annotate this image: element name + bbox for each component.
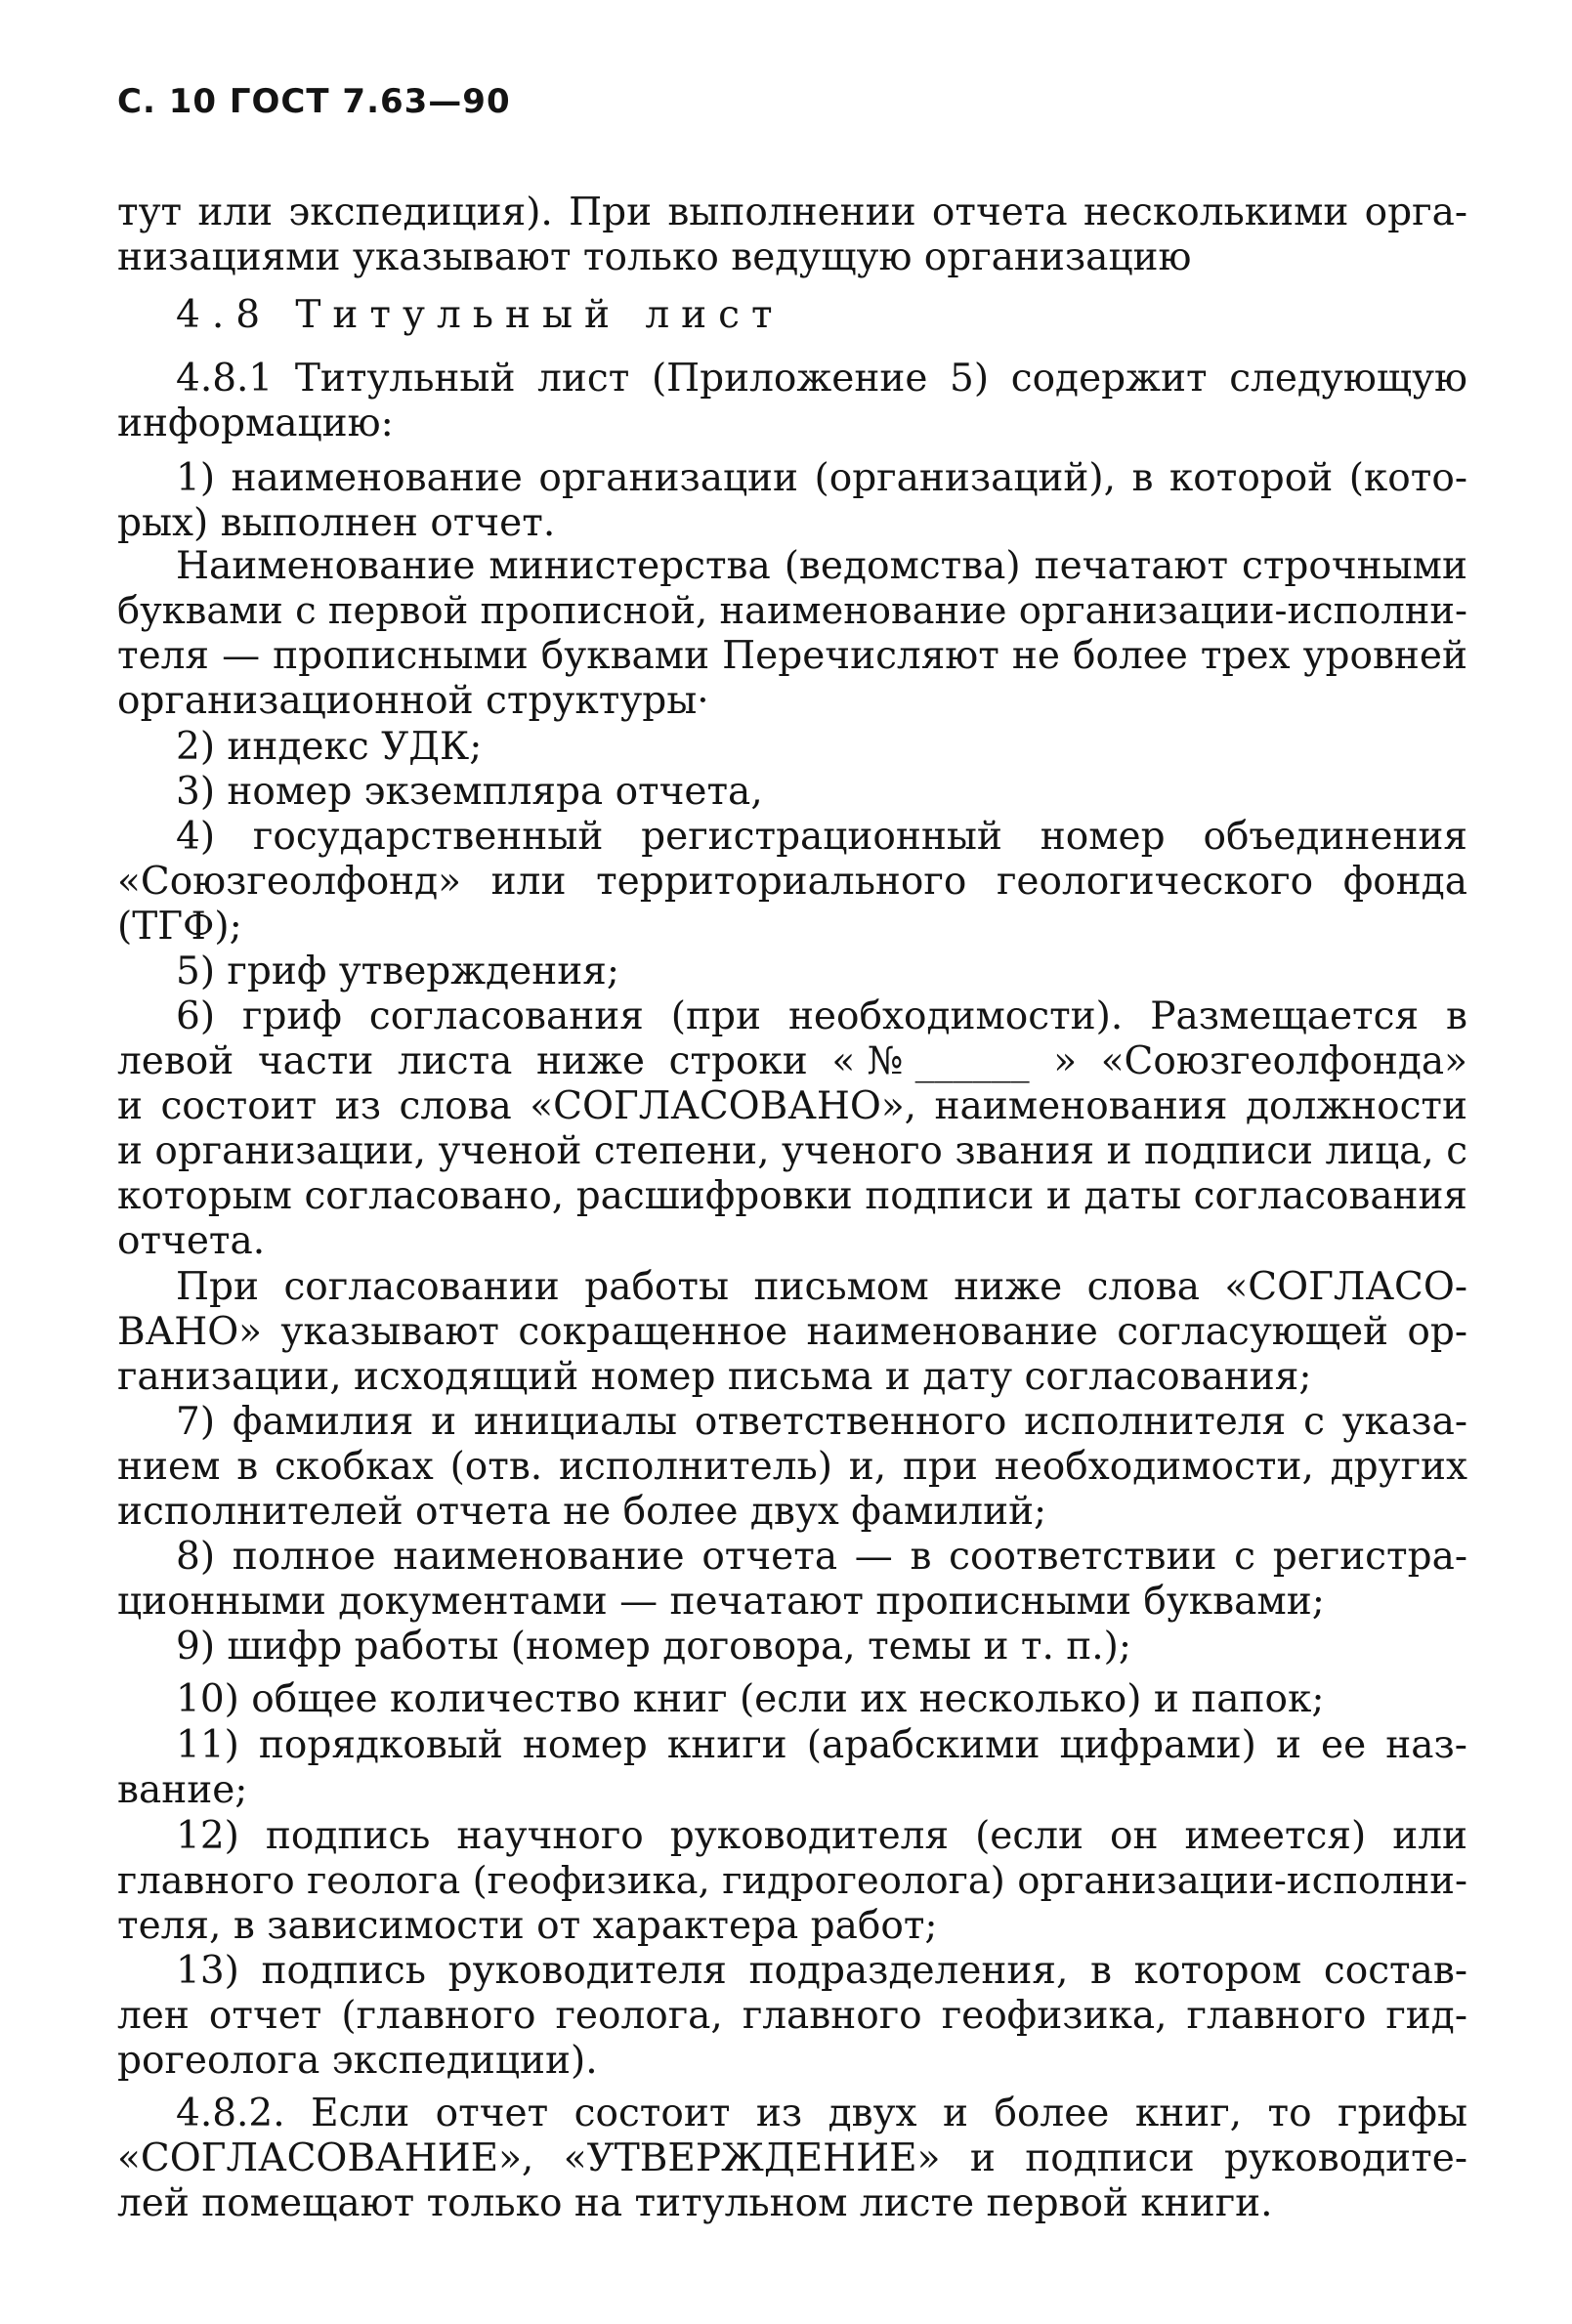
list-item-line: 9) шифр работы (номер договора, темы и т. п.); bbox=[176, 1625, 1132, 1669]
text-line: и состоит из слова «СОГЛАСОВАНО», наименования должности bbox=[117, 1084, 1467, 1128]
text-line: 4.8.1 Титульный лист (Приложение 5) содержит следующую bbox=[176, 357, 1467, 401]
list-item-line: 8) полное наименование отчета — в соответствии с регистра- bbox=[176, 1535, 1467, 1579]
text-line: отчета. bbox=[117, 1219, 266, 1263]
list-item-line: 2) индекс УДК; bbox=[176, 725, 483, 769]
text-line: ганизации, исходящий номер письма и дату согласования; bbox=[117, 1355, 1312, 1399]
text-line: теля, в зависимости от характера работ; bbox=[117, 1904, 938, 1948]
text-line: левой части листа ниже строки «№______ » «Союзгеолфонда» bbox=[117, 1039, 1467, 1083]
text-line: тут или экспедиция). При выполнении отчета несколькими орга- bbox=[117, 190, 1467, 234]
list-item-line: 3) номер экземпляра отчета, bbox=[176, 770, 763, 814]
list-item-line: 1) наименование организации (организаций), в которой (кото- bbox=[176, 456, 1467, 500]
running-head: С. 10 ГОСТ 7.63—90 bbox=[117, 82, 511, 121]
text-line: рогеолога экспедиции). bbox=[117, 2039, 598, 2083]
list-item-line: 7) фамилия и инициалы ответственного исполнителя с указа- bbox=[176, 1400, 1467, 1444]
text-line: (ТГФ); bbox=[117, 905, 242, 949]
text-line: главного геолога (геофизика, гидрогеолога) организации-исполни- bbox=[117, 1859, 1467, 1903]
list-item-line: 10) общее количество книг (если их несколько) и папок; bbox=[176, 1677, 1325, 1721]
text-line: При согласовании работы письмом ниже слова «СОГЛАСО- bbox=[176, 1265, 1467, 1309]
list-item-line: 12) подпись научного руководителя (если он имеется) или bbox=[176, 1814, 1467, 1858]
text-line: «Союзгеолфонд» или территориального геологического фонда bbox=[117, 860, 1467, 904]
text-line: буквами с первой прописной, наименование организации-исполни- bbox=[117, 589, 1467, 633]
text-line: исполнителей отчета не более двух фамилий; bbox=[117, 1490, 1047, 1534]
text-line: которым согласовано, расшифровки подписи и даты согласования bbox=[117, 1174, 1467, 1218]
text-line: низациями указывают только ведущую организацию bbox=[117, 235, 1192, 279]
list-item-line: 5) гриф утверждения; bbox=[176, 950, 619, 993]
text-line: вание; bbox=[117, 1768, 248, 1812]
text-line: ционными документами — печатают прописными буквами; bbox=[117, 1580, 1325, 1624]
text-line: ВАНО» указывают сокращенное наименование согласующей ор- bbox=[117, 1310, 1467, 1354]
text-line: 4.8.2. Если отчет состоит из двух и более книг, то грифы bbox=[176, 2092, 1467, 2135]
text-line: «СОГЛАСОВАНИЕ», «УТВЕРЖДЕНИЕ» и подписи руководите- bbox=[117, 2136, 1467, 2180]
list-item-line: 6) гриф согласования (при необходимости). Размещается в bbox=[176, 994, 1467, 1038]
list-item-line: 4) государственный регистрационный номер объединения bbox=[176, 815, 1467, 859]
text-line: нием в скобках (отв. исполнитель) и, при необходимости, других bbox=[117, 1445, 1467, 1489]
text-line: Наименование министерства (ведомства) печатают строчными bbox=[176, 544, 1467, 588]
text-line: лей помещают только на титульном листе первой книги. bbox=[117, 2181, 1273, 2225]
text-line: информацию: bbox=[117, 401, 394, 445]
text-line: рых) выполнен отчет. bbox=[117, 501, 556, 545]
text-line: и организации, ученой степени, ученого звания и подписи лица, с bbox=[117, 1129, 1467, 1173]
text-line: лен отчет (главного геолога, главного геофизика, главного гид- bbox=[117, 1994, 1467, 2038]
text-line: теля — прописными буквами Перечисляют не более трех уровней bbox=[117, 634, 1467, 678]
text-line: организационной структуры· bbox=[117, 679, 709, 723]
section-heading: 4.8 Титульный лист bbox=[176, 293, 785, 337]
list-item-line: 11) порядковый номер книги (арабскими цифрами) и ее наз- bbox=[176, 1723, 1467, 1767]
list-item-line: 13) подпись руководителя подразделения, в котором состав- bbox=[176, 1949, 1467, 1993]
